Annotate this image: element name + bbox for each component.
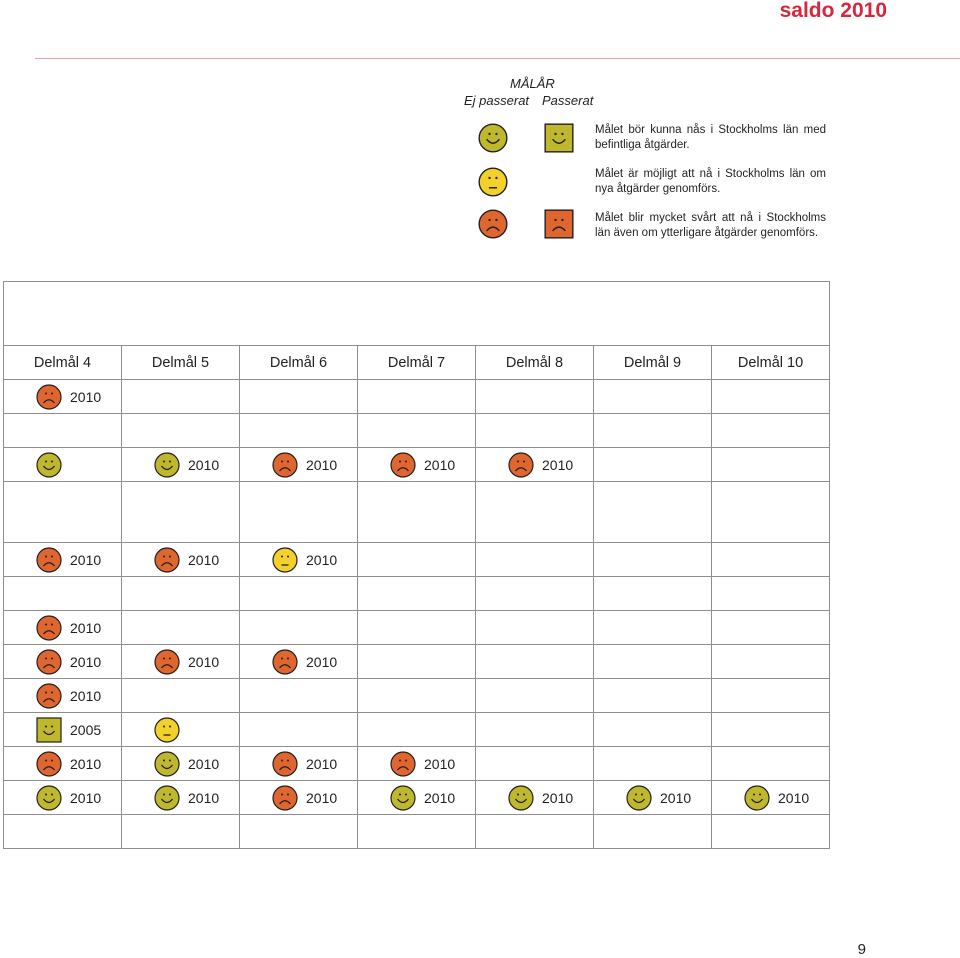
assessment xyxy=(476,785,593,811)
table-cell xyxy=(240,482,358,543)
assessment xyxy=(240,649,357,675)
table-cell xyxy=(594,747,712,781)
table-cell xyxy=(358,577,476,611)
table-cell xyxy=(358,611,476,645)
table-cell xyxy=(712,380,830,414)
table-cell xyxy=(122,747,240,781)
year-label: 2010 xyxy=(70,388,102,405)
assessment xyxy=(4,683,121,709)
table-cell xyxy=(476,781,594,815)
happy-face-icon xyxy=(626,785,652,811)
year-label: 2010 xyxy=(306,653,338,670)
table-row xyxy=(4,747,830,781)
table-cell xyxy=(358,645,476,679)
table-cell xyxy=(712,645,830,679)
assessment xyxy=(240,547,357,573)
table-cell xyxy=(358,679,476,713)
table-cell xyxy=(476,380,594,414)
table-row xyxy=(4,414,830,448)
table-cell xyxy=(122,713,240,747)
table-top-row xyxy=(4,282,830,346)
table-cell xyxy=(476,645,594,679)
table-cell xyxy=(712,747,830,781)
sad-face-icon xyxy=(272,751,298,777)
sad-face-icon xyxy=(36,751,62,777)
legend-text-happy: Målet bör kunna nås i Stockholms län med befintliga åtgärder. xyxy=(595,124,826,151)
sad-face-icon xyxy=(272,649,298,675)
happy-face-icon xyxy=(390,785,416,811)
page-number: 9 xyxy=(857,941,866,958)
assessment xyxy=(358,452,475,478)
table-cell xyxy=(594,645,712,679)
sad-face-icon xyxy=(508,452,534,478)
year-label: 2010 xyxy=(424,456,456,473)
assessment xyxy=(4,649,121,675)
table-cell xyxy=(4,414,122,448)
table-cell xyxy=(122,543,240,577)
assessment xyxy=(122,717,239,743)
assessment xyxy=(358,751,475,777)
sad-face-icon xyxy=(272,452,298,478)
table-cell xyxy=(594,577,712,611)
year-label: 2010 xyxy=(660,789,692,806)
year-label: 2010 xyxy=(306,755,338,772)
legend-column-not-passed: Ej passerat xyxy=(464,93,530,108)
sad-face-square-icon xyxy=(544,209,574,244)
happy-face-icon xyxy=(36,452,62,478)
column-header: Delmål 5 xyxy=(122,346,240,380)
column-header: Delmål 6 xyxy=(240,346,358,380)
sad-face-icon xyxy=(390,751,416,777)
sad-face-icon xyxy=(36,683,62,709)
table-cell xyxy=(240,380,358,414)
table-cell xyxy=(4,611,122,645)
table-cell xyxy=(712,611,830,645)
year-label: 2010 xyxy=(542,456,574,473)
header-rule xyxy=(35,58,960,59)
year-label: 2010 xyxy=(306,789,338,806)
table-row xyxy=(4,577,830,611)
year-label: 2010 xyxy=(70,619,102,636)
table-cell xyxy=(358,747,476,781)
table-cell xyxy=(358,543,476,577)
table-cell xyxy=(712,543,830,577)
table-cell xyxy=(712,448,830,482)
table-cell xyxy=(476,747,594,781)
assessment xyxy=(712,785,829,811)
table-cell xyxy=(358,713,476,747)
assessment xyxy=(594,785,711,811)
year-label: 2010 xyxy=(306,456,338,473)
table-cell xyxy=(476,815,594,849)
table-cell xyxy=(594,815,712,849)
happy-face-icon xyxy=(154,785,180,811)
column-header: Delmål 4 xyxy=(4,346,122,380)
assessment xyxy=(4,615,121,641)
table-cell xyxy=(712,679,830,713)
table-row xyxy=(4,713,830,747)
assessment xyxy=(122,649,239,675)
table-cell xyxy=(240,611,358,645)
goals-table xyxy=(3,281,830,849)
assessment xyxy=(4,452,121,478)
table-top-cell xyxy=(4,282,830,346)
header-title: saldo 2010 xyxy=(779,0,887,22)
legend-text-neutral: Målet är möjligt att nå i Stockholms län om nya åtgärder genomförs. xyxy=(595,168,826,195)
table-cell xyxy=(358,482,476,543)
table-cell xyxy=(240,815,358,849)
table-cell xyxy=(4,380,122,414)
sad-face-icon xyxy=(154,649,180,675)
legend-heading: MÅLÅR xyxy=(510,76,555,91)
sad-face-icon xyxy=(272,785,298,811)
happy-face-icon xyxy=(36,785,62,811)
table-cell xyxy=(4,448,122,482)
happy-face-icon xyxy=(478,123,508,158)
column-header: Delmål 9 xyxy=(594,346,712,380)
sad-face-icon xyxy=(36,547,62,573)
assessment xyxy=(240,751,357,777)
table-cell xyxy=(240,747,358,781)
year-label: 2010 xyxy=(542,789,574,806)
sad-face-icon xyxy=(154,547,180,573)
table-cell xyxy=(4,747,122,781)
table-cell xyxy=(240,543,358,577)
year-label: 2010 xyxy=(778,789,810,806)
table-cell xyxy=(122,448,240,482)
table-cell xyxy=(4,815,122,849)
table-cell xyxy=(594,482,712,543)
table-cell xyxy=(594,781,712,815)
table-row xyxy=(4,645,830,679)
happy-face-icon xyxy=(154,751,180,777)
table-cell xyxy=(476,713,594,747)
table-cell xyxy=(122,645,240,679)
table-cell xyxy=(712,815,830,849)
table-cell xyxy=(4,543,122,577)
table-cell xyxy=(594,448,712,482)
table-row xyxy=(4,482,830,543)
table-cell xyxy=(240,781,358,815)
assessment xyxy=(358,785,475,811)
table-row xyxy=(4,380,830,414)
table-cell xyxy=(4,713,122,747)
table-cell xyxy=(594,414,712,448)
table-cell xyxy=(240,713,358,747)
assessment xyxy=(4,751,121,777)
assessment xyxy=(240,785,357,811)
table-cell xyxy=(476,482,594,543)
year-label: 2010 xyxy=(306,551,338,568)
table-cell xyxy=(122,380,240,414)
assessment xyxy=(122,785,239,811)
sad-face-icon xyxy=(36,615,62,641)
year-label: 2010 xyxy=(70,653,102,670)
table-cell xyxy=(4,482,122,543)
happy-face-square-icon xyxy=(544,123,574,158)
table-cell xyxy=(358,414,476,448)
table-cell xyxy=(4,679,122,713)
table-cell xyxy=(358,448,476,482)
neutral-face-icon xyxy=(154,717,180,743)
table-cell xyxy=(594,713,712,747)
column-header: Delmål 7 xyxy=(358,346,476,380)
year-label: 2010 xyxy=(188,755,220,772)
table-cell xyxy=(712,713,830,747)
table-header-row xyxy=(4,346,830,380)
table-cell xyxy=(712,414,830,448)
sad-face-icon xyxy=(36,384,62,410)
table-cell xyxy=(476,448,594,482)
assessment xyxy=(4,717,121,743)
table-cell xyxy=(122,815,240,849)
assessment xyxy=(4,547,121,573)
table-row xyxy=(4,815,830,849)
table-cell xyxy=(122,781,240,815)
table-cell xyxy=(358,781,476,815)
table-cell xyxy=(122,414,240,448)
table-cell xyxy=(712,781,830,815)
table-cell xyxy=(476,543,594,577)
table-cell xyxy=(240,679,358,713)
year-label: 2010 xyxy=(70,687,102,704)
table-row xyxy=(4,679,830,713)
legend-text-sad: Målet blir mycket svårt att nå i Stockholms län även om ytterligare åtgärder genomförs. xyxy=(595,212,826,239)
neutral-face-icon xyxy=(478,167,508,202)
table-cell xyxy=(594,679,712,713)
year-label: 2010 xyxy=(70,789,102,806)
table-cell xyxy=(594,543,712,577)
year-label: 2010 xyxy=(424,789,456,806)
table-cell xyxy=(594,611,712,645)
table-cell xyxy=(476,679,594,713)
column-header: Delmål 10 xyxy=(712,346,830,380)
table-cell xyxy=(4,645,122,679)
table-cell xyxy=(4,577,122,611)
table-row xyxy=(4,781,830,815)
neutral-face-icon xyxy=(272,547,298,573)
assessment xyxy=(122,751,239,777)
table-cell xyxy=(476,611,594,645)
happy-face-icon xyxy=(508,785,534,811)
happy-face-icon xyxy=(744,785,770,811)
table-cell xyxy=(122,611,240,645)
assessment xyxy=(240,452,357,478)
table-cell xyxy=(122,577,240,611)
table-cell xyxy=(594,380,712,414)
happy-face-icon xyxy=(154,452,180,478)
assessment xyxy=(122,452,239,478)
legend-column-passed: Passerat xyxy=(542,93,594,108)
table-row xyxy=(4,543,830,577)
table-cell xyxy=(240,577,358,611)
assessment xyxy=(4,384,121,410)
year-label: 2010 xyxy=(188,551,220,568)
table-row xyxy=(4,611,830,645)
table-cell xyxy=(240,448,358,482)
assessment xyxy=(4,785,121,811)
assessment xyxy=(476,452,593,478)
table-cell xyxy=(4,781,122,815)
year-label: 2010 xyxy=(70,551,102,568)
year-label: 2010 xyxy=(188,789,220,806)
table-cell xyxy=(476,414,594,448)
table-cell xyxy=(240,414,358,448)
sad-face-icon xyxy=(390,452,416,478)
table-cell xyxy=(122,482,240,543)
table-cell xyxy=(712,577,830,611)
year-label: 2010 xyxy=(188,653,220,670)
year-label: 2005 xyxy=(70,721,102,738)
table-cell xyxy=(476,577,594,611)
table-row xyxy=(4,448,830,482)
table-cell xyxy=(358,380,476,414)
column-header: Delmål 8 xyxy=(476,346,594,380)
table-cell xyxy=(712,482,830,543)
assessment xyxy=(122,547,239,573)
sad-face-icon xyxy=(36,649,62,675)
year-label: 2010 xyxy=(70,755,102,772)
happy-face-square-icon xyxy=(36,717,62,743)
sad-face-icon xyxy=(478,209,508,244)
table-cell xyxy=(240,645,358,679)
year-label: 2010 xyxy=(188,456,220,473)
table-cell xyxy=(122,679,240,713)
table-cell xyxy=(358,815,476,849)
year-label: 2010 xyxy=(424,755,456,772)
